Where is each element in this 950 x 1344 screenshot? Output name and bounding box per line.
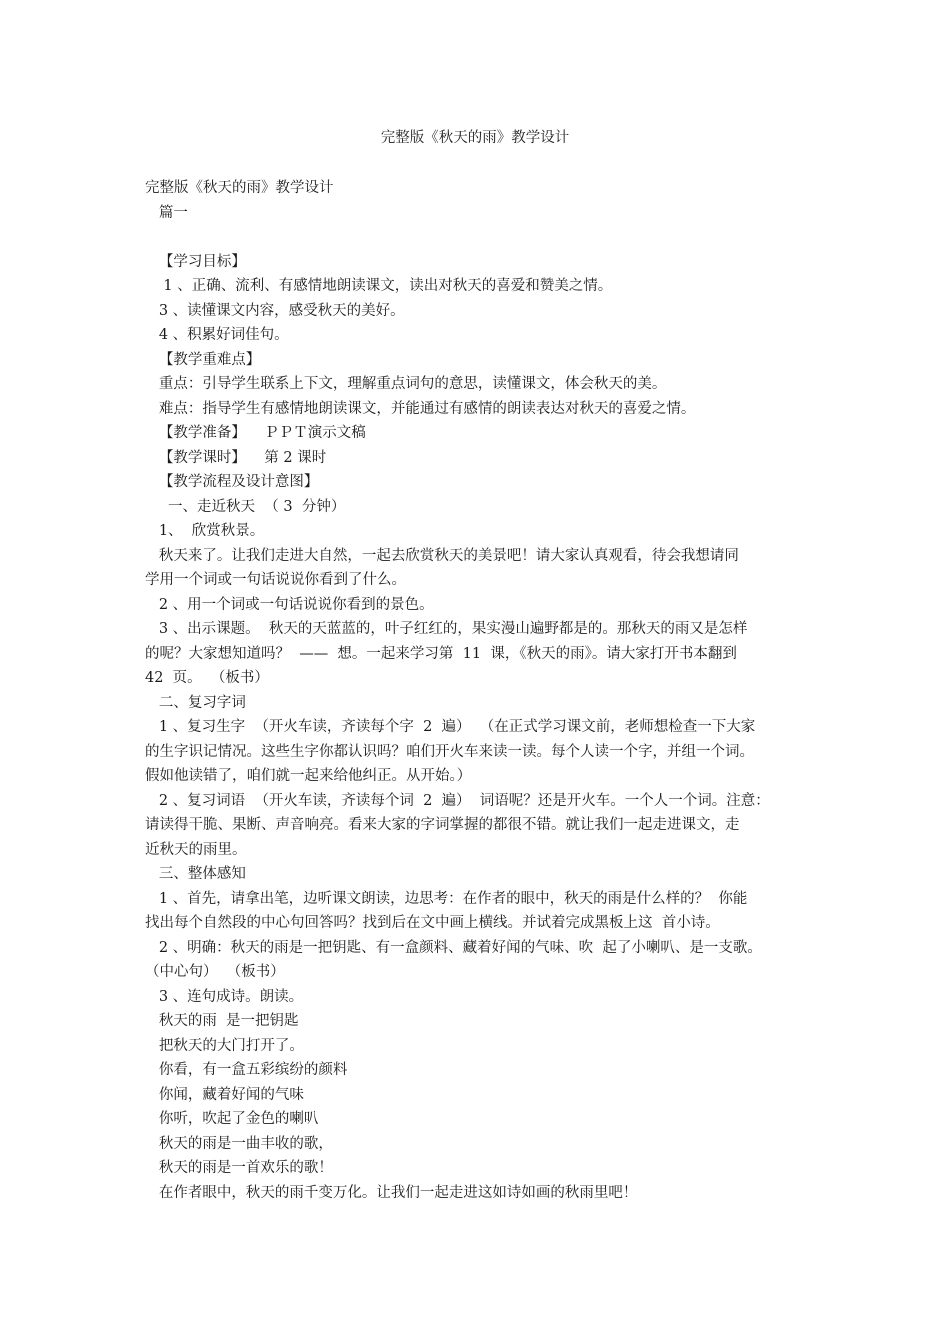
text-line: 3 、读懂课文内容，感受秋天的美好。 [145, 302, 405, 319]
text-line: 2 、复习词语 （开火车读，齐读每个词 2 遍） 词语呢？还是开火车。一个人一个词。注意： [145, 792, 770, 809]
blank-line [145, 225, 821, 250]
text-line: 完整版《秋天的雨》教学设计 [145, 180, 334, 196]
text-line: 把秋天的大门打开了。 [145, 1037, 304, 1054]
text-line: 1、 欣赏秋景。 [145, 523, 265, 539]
text-line: 2 、用一个词或一句话说说你看到的景色。 [145, 596, 434, 613]
text-line: 3 、连句成诗。朗读。 [145, 988, 304, 1005]
text-line: 【教学准备】 ＰＰＴ演示文稿 [145, 425, 366, 441]
text-line: 你闻，藏着好闻的气味 [145, 1086, 304, 1103]
text-line: 2 、明确：秋天的雨是一把钥匙、有一盒颜料、藏着好闻的气味、吹 起了小喇叭、是一支歌。 [145, 939, 762, 956]
text-line: 【学习目标】 [145, 253, 246, 270]
document-title: 完整版《秋天的雨》教学设计 [380, 130, 570, 146]
text-line: 近秋天的雨里。 [145, 841, 247, 858]
text-line: （中心句） （板书） [145, 964, 285, 980]
text-line: 【教学流程及设计意图】 [145, 474, 319, 490]
text-line: 的生字识记情况。这些生字你都认识吗？咱们开火车来读一读。每个人读一个字，并组一个词。 [145, 743, 754, 760]
text-line: 【教学重难点】 [145, 351, 261, 368]
text-line: 的呢？大家想知道吗？ —— 想。一起来学习第 11 课，《秋天的雨》。请大家打开书本翻到 [145, 645, 737, 662]
text-line: 三、整体感知 [145, 866, 246, 882]
text-line: 找出每个自然段的中心句回答吗？找到后在文中画上横线。并试着完成黑板上这 首小诗。 [145, 915, 720, 931]
text-line: 假如他读错了，咱们就一起来给他纠正。从开始。） [145, 768, 472, 784]
text-line: 学用一个词或一句话说说你看到了什么。 [145, 572, 406, 588]
text-line: 秋天的雨 是一把钥匙 [145, 1013, 299, 1029]
text-line: 一、走近秋天 （ 3 分钟） [145, 498, 346, 515]
text-line: 1 、正确、流利、有感情地朗读课文，读出对秋天的喜爱和赞美之情。 [145, 278, 613, 294]
text-line: 你听，吹起了金色的喇叭 [145, 1111, 319, 1127]
text-line: 秋天的雨是一曲丰收的歌， [145, 1135, 333, 1152]
text-line: 你看，有一盒五彩缤纷的颜料 [145, 1062, 348, 1078]
text-line: 3 、出示课题。 秋天的天蓝蓝的，叶子红红的，果实漫山遍野都是的。那秋天的雨又是怎样 [145, 621, 748, 637]
document-body [145, 176, 821, 1205]
text-line: 难点：指导学生有感情地朗读课文，并能通过有感情的朗读表达对秋天的喜爱之情。 [145, 400, 696, 417]
text-line: 1 、首先，请拿出笔，边听课文朗读，边思考：在作者的眼中，秋天的雨是什么样的？ 你能 [145, 890, 748, 907]
text-line: 请读得干脆、果断、声音响亮。看来大家的字词掌握的都很不错。就让我们一起走进课文，走 [145, 817, 740, 833]
text-line: 1 、复习生字 （开火车读，齐读每个字 2 遍） （在正式学习课文前，老师想检查一下大家 [145, 719, 756, 735]
text-line: 二、复习字词 [145, 694, 246, 711]
text-line: 4 、积累好词佳句。 [145, 327, 289, 343]
text-line: 重点：引导学生联系上下文，理解重点词句的意思，读懂课文，体会秋天的美。 [145, 376, 667, 392]
text-line: 篇一 [145, 204, 188, 221]
text-line: 在作者眼中，秋天的雨千变万化。让我们一起走进这如诗如画的秋雨里吧！ [145, 1184, 638, 1201]
text-line: 秋天的雨是一首欢乐的歌！ [145, 1160, 333, 1176]
text-line: 秋天来了。让我们走进大自然，一起去欣赏秋天的美景吧！请大家认真观看，待会我想请同 [145, 547, 739, 564]
text-line: 42 页。 （板书） [145, 670, 269, 686]
text-line: 【教学课时】 第 2 课时 [145, 449, 327, 466]
